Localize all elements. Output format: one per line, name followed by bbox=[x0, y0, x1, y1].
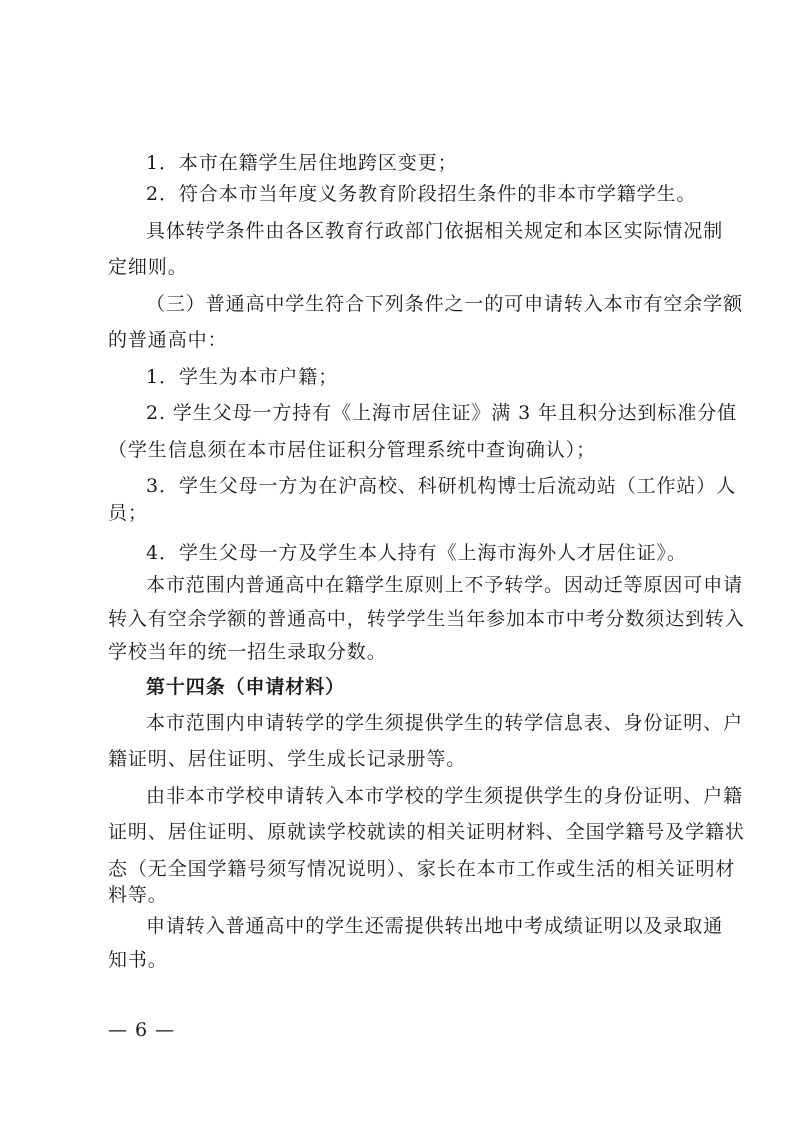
text-line: 本市范围内普通高中在籍学生原则上不予转学。因动迁等原因可申请 bbox=[146, 574, 744, 596]
page-number: — 6 — bbox=[108, 1019, 176, 1041]
text-line: 转入有空余学额的普通高中，转学学生当年参加本市中考分数须达到转入 bbox=[108, 608, 745, 630]
text-line: 1．本市在籍学生居住地跨区变更； bbox=[146, 152, 458, 174]
text-line: （三）普通高中学生符合下列条件之一的可申请转入本市有空余学额 bbox=[146, 293, 744, 315]
text-line: 1．学生为本市户籍； bbox=[146, 366, 339, 388]
text-line: 3．学生父母一方为在沪高校、科研机构博士后流动站（工作站）人 bbox=[146, 475, 737, 497]
text-line: 籍证明、居住证明、学生成长记录册等。 bbox=[108, 748, 467, 770]
text-line: 申请转入普通高中的学生还需提供转出地中考成绩证明以及录取通 bbox=[146, 915, 724, 937]
text-line: 2．符合本市当年度义务教育阶段招生条件的非本市学籍学生。 bbox=[146, 183, 697, 205]
article-heading: 第十四条（申请材料） bbox=[146, 676, 346, 698]
text-line: 证明、居住证明、原就读学校就读的相关证明材料、全国学籍号及学籍状 bbox=[108, 821, 745, 843]
text-line: 2. 学生父母一方持有《上海市居住证》满 3 年且积分达到标准分值 bbox=[146, 402, 738, 424]
text-line: 本市范围内申请转学的学生须提供学生的转学信息表、身份证明、户 bbox=[146, 712, 744, 734]
text-line: 员； bbox=[108, 502, 148, 524]
text-line: 料等。 bbox=[108, 884, 168, 906]
text-line: 由非本市学校申请转入本市学校的学生须提供学生的身份证明、户籍 bbox=[146, 785, 744, 807]
text-line: 态（无全国学籍号须写情况说明）、家长在本市工作或生活的相关证明材 bbox=[108, 858, 736, 880]
text-line: （学生信息须在本市居住证积分管理系统中查询确认）； bbox=[108, 439, 597, 461]
text-line: 的普通高中： bbox=[108, 329, 228, 351]
text-line: 具体转学条件由各区教育行政部门依据相关规定和本区实际情况制 bbox=[146, 220, 724, 242]
text-line: 4．学生父母一方及学生本人持有《上海市海外人才居住证》。 bbox=[146, 542, 687, 564]
text-line: 学校当年的统一招生录取分数。 bbox=[108, 641, 387, 663]
text-line: 定细则。 bbox=[108, 256, 188, 278]
text-line: 知书。 bbox=[108, 949, 168, 971]
